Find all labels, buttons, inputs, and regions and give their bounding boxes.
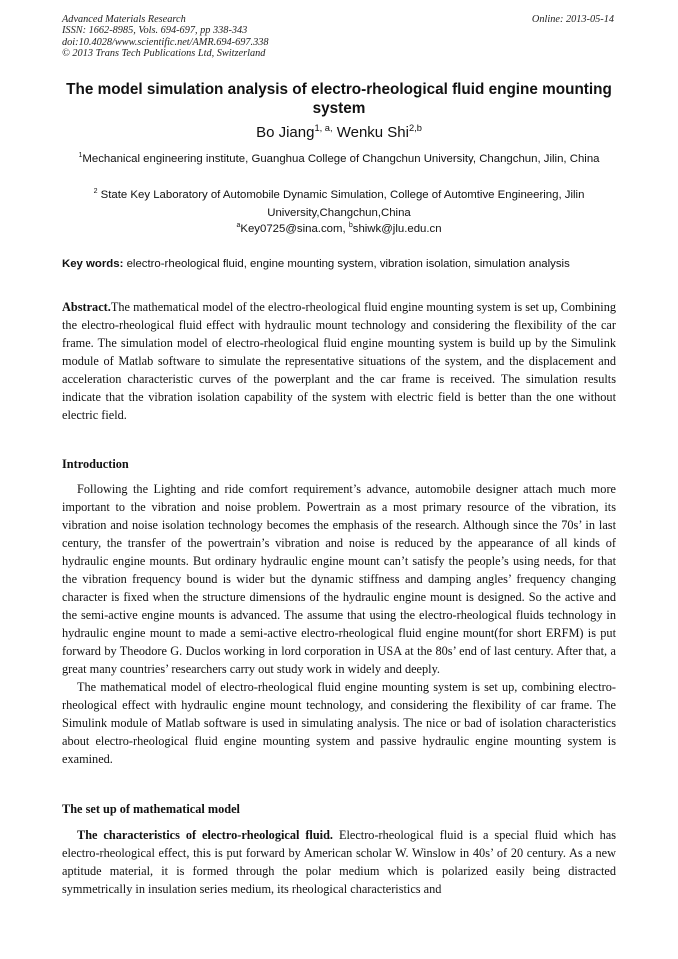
author-sup: 1, a, xyxy=(314,123,333,133)
affiliation-text: Mechanical engineering institute, Guanghua College of Changchun University, Changchun, Jilin, China xyxy=(82,153,600,165)
email-sup: a xyxy=(236,222,241,230)
author-line xyxy=(62,123,616,142)
journal-doi[interactable]: doi:10.4028/www.scientific.net/AMR.694-697.338 xyxy=(62,36,269,48)
paragraph xyxy=(62,826,616,898)
paragraph: Following the Lighting and ride comfort requirement’s advance, automobile designer attach much more important to the vibration and noise problem. Powertrain as a most primary resource of the vibration, its vibration and noise isolation technology becomes the emphasis of the research. Although since the 70s’ in last century, the transfer of the powertrain’s vibration and noise is reduced by the appearance of all kinds of hydraulic engine mounts. But ordinary hydraulic engine mount can’t satisfy the people’s using needs, for that the vibration frequency bound is wider but the dynamic stiffness and damping angles’ frequency changing character is fixed when the structure dimensions of the hydraulic engine mount is designed. So the active and the semi-active engine mounts is advanced. The assume that using the electro-rheological fluids technology in hydraulic engine mount to made a semi-active electro-rheological fluid engine mount(for short ERFM) is put forward by Theodore G. Duclos working in lord corporation in USA at the 80s’ end of last century. After that, a great many countries’ researchers carry out study work in widely and deeply. xyxy=(62,482,616,676)
journal-copyright: © 2013 Trans Tech Publications Ltd, Switzerland xyxy=(62,48,266,60)
abstract xyxy=(62,298,616,424)
abstract-text: The mathematical model of the electro-rheological fluid engine mounting system is set up, Combining the electro-rheological fluid effect with hydraulic mount technology and considering the flexibility of the car frame. The simulation model of electro-rheological fluid engine mounting system is build up by the Simulink module of Matlab software to simulate the representative situations of the system, and the displacement and acceleration characteristic curves of the powerplant and the car frame is received. The simulation results indicate that the vibration isolation capability of the system with electric field is better than the one without electric field. xyxy=(62,300,616,422)
email-link[interactable]: shiwk@jlu.edu.cn xyxy=(352,223,442,235)
paragraph-text: Electro-rheological fluid is a special fluid which has electro-rheological effect, this is put forward by American scholar W. Winslow in 40s’ of 20 century. As a new aptitude material, it is formed through the polar medium which is polarized easily being distracted symmetrically in insulation series medium, its rheological characteristics and xyxy=(62,828,616,896)
keywords xyxy=(62,255,616,273)
paragraph: The mathematical model of electro-rheological fluid engine mounting system is set up, combining electro-rheological effect with hydraulic engine mount technology, and considering the flexibility of car frame. The Simulink module of Matlab software is used in simulating analysis. The nice or bad of isolation characteristics about electro-rheological fluid engine mounting system and passive hydraulic engine mounting system is examined. xyxy=(62,680,616,766)
keywords-label: Key words: xyxy=(62,258,124,270)
email-line: $^a$Key0725@sina.com, $^b$shiwk@jlu.edu.cn xyxy=(236,222,442,235)
journal-header xyxy=(62,14,269,60)
journal-name: Advanced Materials Research xyxy=(62,14,186,25)
email-link[interactable]: Key0725@sina.com xyxy=(240,223,343,235)
keywords-text: electro-rheological fluid, engine mounting system, vibration isolation, simulation analysis xyxy=(126,258,570,270)
section-heading-introduction: Introduction xyxy=(62,457,129,471)
author-name: Wenku Shi xyxy=(336,124,409,141)
affiliation-1 xyxy=(62,150,616,168)
author-name: Bo Jiang xyxy=(256,124,315,141)
affiliation-2 xyxy=(62,186,616,222)
author-sup: 2,b xyxy=(408,123,422,133)
subsection-label: The characteristics of electro-rheological fluid. xyxy=(77,828,334,842)
abstract-label: Abstract. xyxy=(62,300,111,314)
affiliation-sup: 2 xyxy=(93,188,98,196)
section-heading-math-model: The set up of mathematical model xyxy=(62,802,240,816)
math-model-body xyxy=(62,826,616,898)
email-sup: b xyxy=(348,222,353,230)
affiliation-sup: 1 xyxy=(78,152,83,160)
paper-title: The model simulation analysis of electro-rheological fluid engine mounting system xyxy=(66,81,612,117)
online-date: Online: 2013-05-14 xyxy=(531,14,614,25)
journal-issn: ISSN: 1662-8985, Vols. 694-697, pp 338-343 xyxy=(62,25,248,37)
affiliation-text: State Key Laboratory of Automobile Dynamic Simulation, College of Automtive Engineering, Jilin University,Changchun,China xyxy=(100,189,585,219)
introduction-body xyxy=(62,480,616,768)
